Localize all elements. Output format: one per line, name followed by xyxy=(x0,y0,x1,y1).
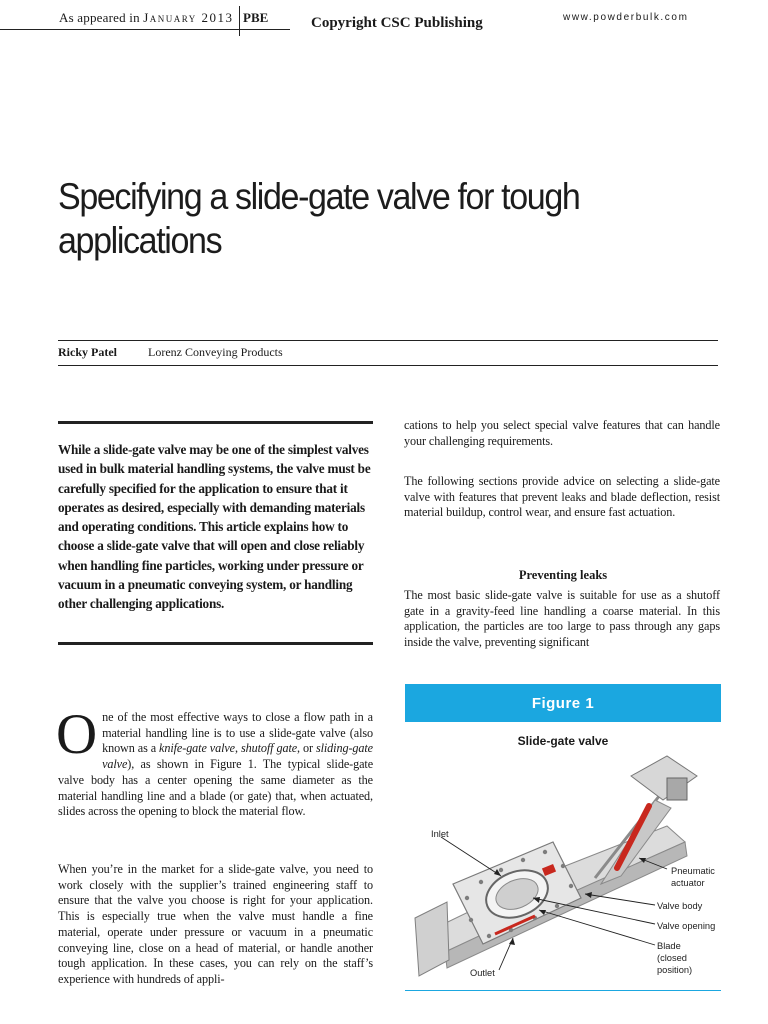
abstract-rule-top xyxy=(58,421,373,424)
header-divider xyxy=(239,6,240,36)
figure-bottom-rule xyxy=(405,990,721,991)
intro-sep-2: , or xyxy=(297,741,316,756)
paragraph-3: cations to help you select special valve features that can handle your challenging requirements. xyxy=(404,418,720,448)
term-knife-gate: knife-gate valve xyxy=(159,741,235,756)
section-heading-preventing-leaks: Preventing leaks xyxy=(518,568,608,582)
issue-prefix: As appeared in xyxy=(59,10,140,25)
figure-caption: Slide-gate valve xyxy=(517,734,609,748)
label-valve-opening: Valve opening xyxy=(657,921,716,931)
intro-text-b: ), as shown in Figure 1. The typical slide-gate valve body has a center opening the same diameter as the material handling line and a blade (or gate) that, when actuated, slides across the opening to block the material flow. xyxy=(58,757,373,819)
label-pneumatic-actuator: Pneumatic actuator xyxy=(671,866,715,888)
article-title: Specifying a slide-gate valve for tough applications xyxy=(58,176,580,261)
website-link[interactable]: www.powderbulk.com xyxy=(563,12,689,23)
paragraph-2: When you’re in the market for a slide-gate valve, you need to work closely with the supplier’s trained engineering staff to ensure that the valve you choose is right for your application. This is especially true when the valve must handle a fine material, operate under pressure or vacuum in a pneumatic conveying line, close on a head of material, or handle another tough application. In these cases, you can rely on the staff’s experience with hundreds of appli- xyxy=(58,862,373,986)
term-shutoff-gate: shutoff gate xyxy=(240,741,298,756)
solenoid-block xyxy=(667,778,687,800)
byline-rule-bottom xyxy=(58,365,718,366)
figure-banner: Figure 1 xyxy=(405,684,721,722)
end-plate xyxy=(415,902,449,976)
header-rule-left xyxy=(0,29,290,30)
label-blade: Blade (closed position) xyxy=(657,941,693,975)
paragraph-5: The most basic slide-gate valve is suitable for use as a shutoff gate in a gravity-feed line handling a coarse material. In this application, the particles are too large to pass through any gaps inside the valve, preventing significant xyxy=(404,588,720,650)
byline-rule-top xyxy=(58,340,718,341)
intro-sep-1: , xyxy=(235,741,241,756)
author-company: Lorenz Conveying Products xyxy=(148,345,283,359)
issue-line xyxy=(59,10,234,26)
publication-name: PBE xyxy=(243,10,269,25)
label-outlet: Outlet xyxy=(470,968,495,978)
paragraph-4: The following sections provide advice on selecting a slide-gate valve with features that prevent leaks and blade deflection, resist material buildup, control wear, and ensure fast actuation. xyxy=(404,474,720,520)
copyright-notice: Copyright CSC Publishing xyxy=(311,15,483,31)
term-sliding-gate: sliding-gate valve xyxy=(102,741,373,772)
author-name: Ricky Patel xyxy=(58,345,117,359)
abstract-rule-bottom xyxy=(58,642,373,645)
intro-text-a: ne of the most effective ways to close a flow path in a material handling line is to use a slide-gate valve (also known as a xyxy=(102,710,373,756)
paragraph-intro xyxy=(56,703,373,820)
label-valve-body: Valve body xyxy=(657,901,703,911)
article-abstract: While a slide-gate valve may be one of the simplest valves used in bulk material handling systems, the valve must be carefully specified for the application to ensure that it operates as desired, especially with demanding materials and operating conditions. This article explains how to choose a slide-gate valve that will open and close reliably when handling fine particles, working under pressure or vacuum in a pneumatic conveying system, or handling other challenging applications. xyxy=(58,442,371,612)
drop-cap: O xyxy=(56,703,98,766)
issue-date: January 2013 xyxy=(143,10,234,25)
label-inlet: Inlet xyxy=(431,829,449,839)
